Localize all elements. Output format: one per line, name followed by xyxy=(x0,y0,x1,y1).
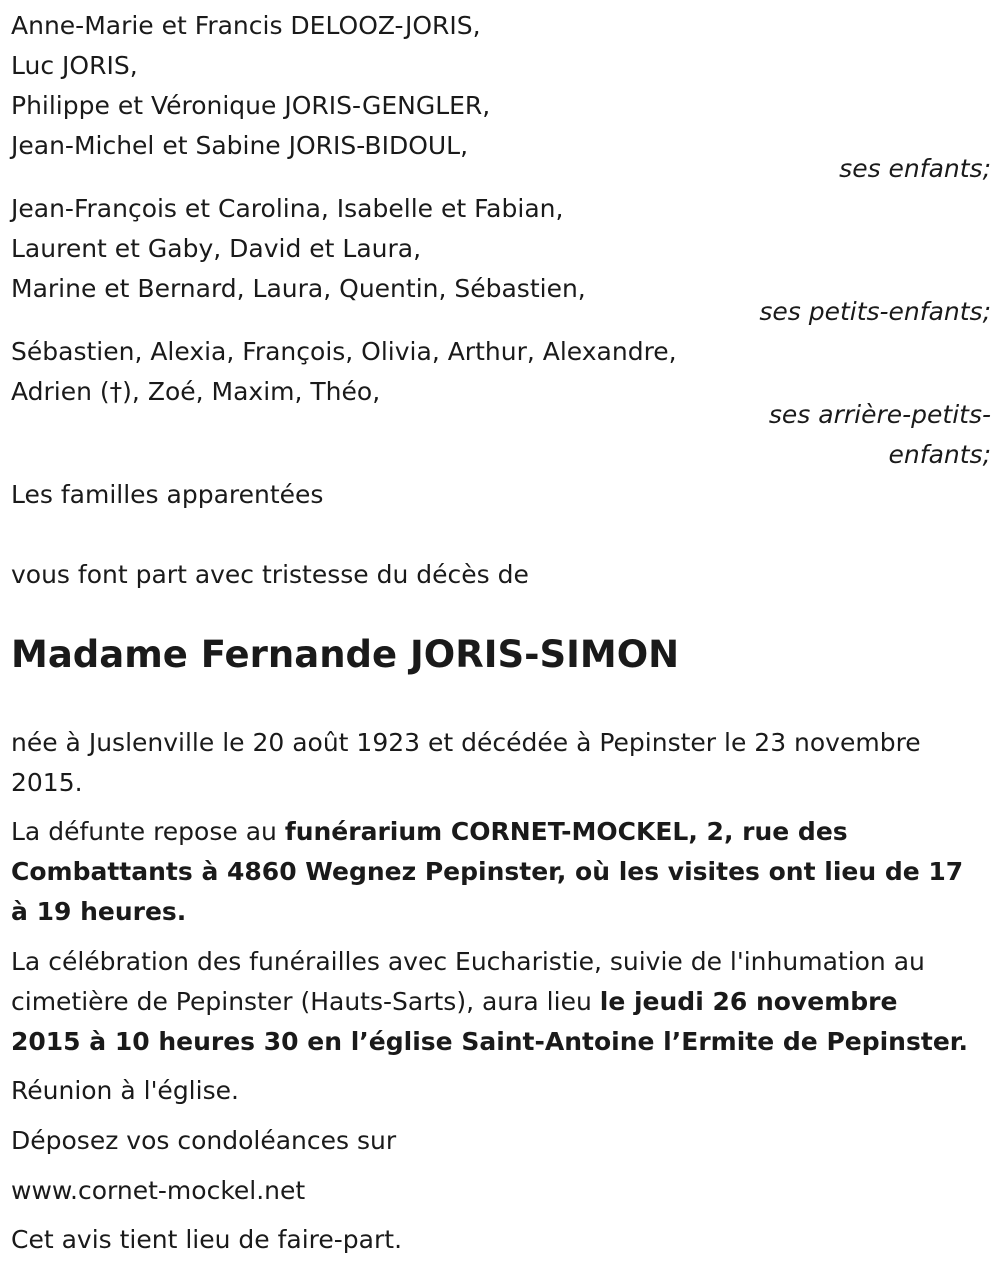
grandchildren-line-1: Jean-François et Carolina, Isabelle et Fabian, xyxy=(11,194,564,223)
birth-death-text: née à Juslenville le 20 août 1923 et décédée à Pepinster le 23 novembre 2015. xyxy=(11,728,921,797)
great-grandchildren-line-2: Adrien (†), Zoé, Maxim, Théo, xyxy=(11,377,381,406)
announcement-text: vous font part avec tristesse du décès de xyxy=(11,560,529,589)
children-line-3: Philippe et Véronique JORIS-GENGLER, xyxy=(11,91,491,120)
website-text: www.cornet-mockel.net xyxy=(11,1176,306,1205)
deceased-name: Madame Fernande JORIS-SIMON xyxy=(11,633,680,676)
children-line-4: Jean-Michel et Sabine JORIS-BIDOUL, xyxy=(11,131,469,160)
children-role: ses enfants; xyxy=(839,154,991,183)
closing-text: Cet avis tient lieu de faire-part. xyxy=(11,1225,403,1254)
ceremony-intro: La célébration des funérailles avec Eucharistie, suivie de l'inhumation au cimetière de Pepinster (Hauts-Sarts), aura lieu xyxy=(11,947,925,1016)
ceremony-details: le jeudi 26 novembre 2015 à 10 heures 30 en l’église Saint-Antoine l’Ermite de Pepinster. xyxy=(11,987,969,1056)
grandchildren-line-3: Marine et Bernard, Laura, Quentin, Sébastien, xyxy=(11,274,586,303)
repose-intro: La défunte repose au xyxy=(11,817,285,846)
grandchildren-line-2: Laurent et Gaby, David et Laura, xyxy=(11,234,422,263)
great-grandchildren-role-line-2: enfants; xyxy=(888,440,991,469)
children-line-2: Luc JORIS, xyxy=(11,51,138,80)
reunion-text: Réunion à l'église. xyxy=(11,1076,239,1105)
repose-location: funérarium CORNET-MOCKEL, 2, rue des Combattants à 4860 Wegnez Pepinster, où les visites ont lieu de 17 à 19 heures. xyxy=(11,817,964,926)
ceremony-paragraph xyxy=(11,942,971,1062)
related-families: Les familles apparentées xyxy=(11,480,324,509)
condolences-text: Déposez vos condoléances sur xyxy=(11,1126,397,1155)
grandchildren-role: ses petits-enfants; xyxy=(759,297,991,326)
great-grandchildren-role-line-1: ses arrière-petits- xyxy=(768,400,991,429)
children-line-1: Anne-Marie et Francis DELOOZ-JORIS, xyxy=(11,11,481,40)
repose-paragraph xyxy=(11,812,971,932)
great-grandchildren-line-1: Sébastien, Alexia, François, Olivia, Arthur, Alexandre, xyxy=(11,337,677,366)
